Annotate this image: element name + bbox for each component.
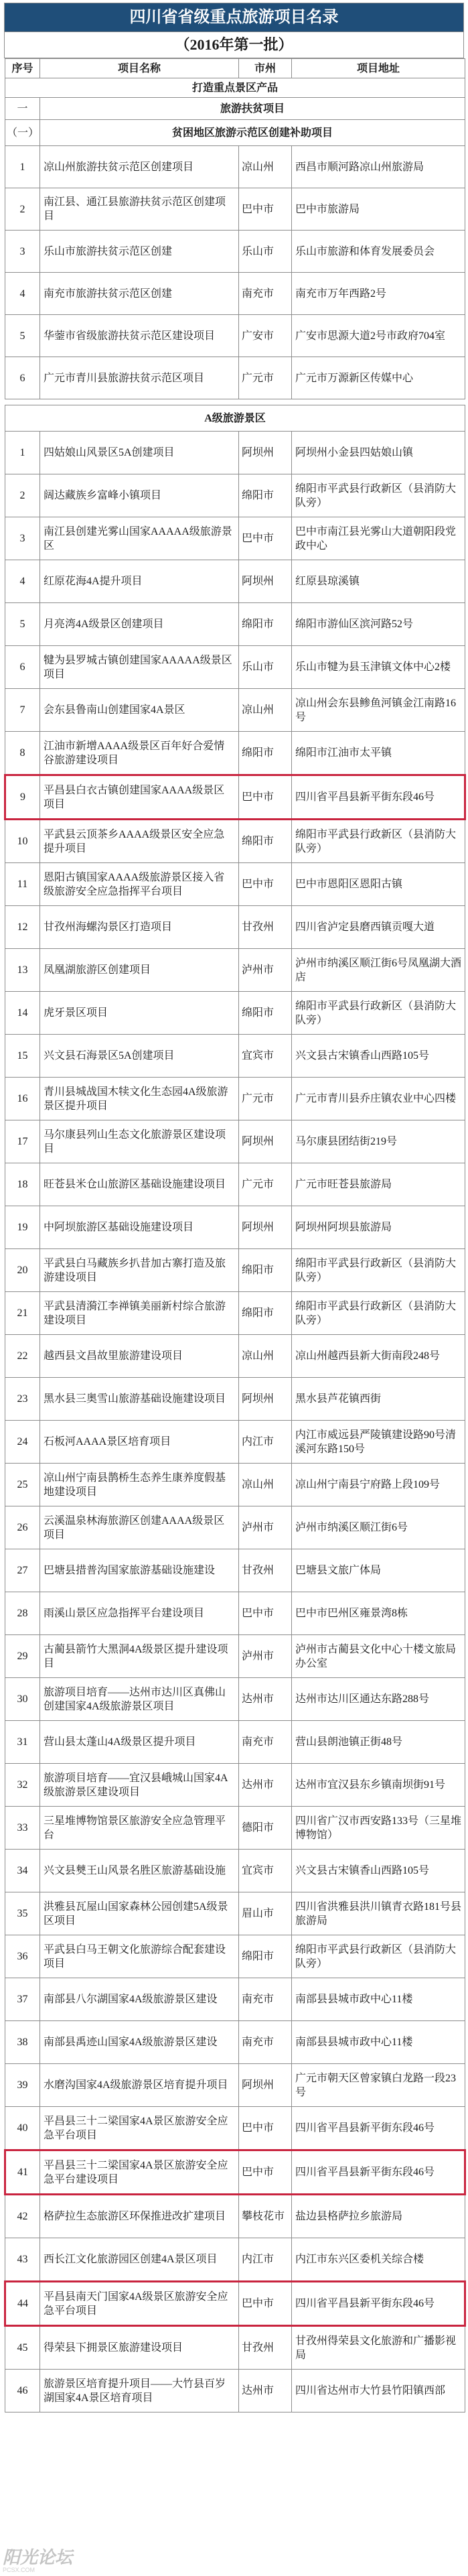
city-name: 达州市 [239,1678,292,1721]
row-number: 35 [5,1892,40,1935]
project-name: 格萨拉生态旅游区环保推进改扩建项目 [40,2195,239,2238]
table-row [5,1549,465,1592]
project-address: 达州市宜汉县东乡镇南坝街91号 [292,1764,465,1807]
table-row [5,906,465,949]
city-name: 巴中市 [239,2150,292,2195]
row-number: 17 [5,1120,40,1163]
row-number: 4 [5,273,40,315]
row-number: 10 [5,820,40,863]
project-name: 南部县八尔湖国家4A级旅游景区建设 [40,1978,239,2021]
project-name: 红原花海4A提升项目 [40,560,239,603]
row-number: 5 [5,315,40,357]
table-row [5,1592,465,1635]
city-name: 绵阳市 [239,820,292,863]
category-row [5,78,465,98]
project-address: 营山县朗池镇正街48号 [292,1721,465,1764]
project-name: 甘孜州海螺沟景区打造项目 [40,906,239,949]
watermark-logo [3,2548,72,2573]
city-name: 广安市 [239,315,292,357]
row-number: 14 [5,992,40,1035]
project-address: 绵阳市平武县行政新区（县消防大队旁） [292,474,465,517]
project-name: 云溪温泉林海旅游区创建AAAA级景区项目 [40,1506,239,1549]
row-number: 37 [5,1978,40,2021]
project-name: 乐山市旅游扶贫示范区创建 [40,231,239,273]
table-row [5,432,465,474]
table-row [5,1764,465,1807]
project-address: 内江市东兴区委机关综合楼 [292,2238,465,2282]
table-row [5,1035,465,1078]
project-address: 绵阳市游仙区滨河路52号 [292,603,465,646]
city-name: 阿坝州 [239,1206,292,1249]
project-address: 绵阳市平武县行政新区（县消防大队旁） [292,1292,465,1335]
project-name: 南江县、通江县旅游扶贫示范区创建项目 [40,188,239,231]
row-number: 4 [5,560,40,603]
city-name: 阿坝州 [239,560,292,603]
document-subtitle: （2016年第一批） [4,32,464,58]
project-name: 平昌县南天门国家4A级景区旅游安全应急平台项目 [40,2282,239,2326]
project-name: 南充市旅游扶贫示范区创建 [40,273,239,315]
document-title: 四川省省级重点旅游项目名录 [4,3,464,32]
row-number: 23 [5,1378,40,1421]
header-row [5,59,465,78]
project-address: 巴中市巴州区雍景湾8栋 [292,1592,465,1635]
project-address: 巴中市恩阳区恩阳古镇 [292,863,465,906]
section-row-poverty [5,98,465,120]
project-address: 南充市万年西路2号 [292,273,465,315]
city-name: 绵阳市 [239,1935,292,1978]
table-row [5,2107,465,2150]
project-name: 兴文县僰王山风景名胜区旅游基础设施 [40,1850,239,1892]
project-name: 南部县禹迹山国家4A级旅游景区建设 [40,2021,239,2064]
project-address: 红原县琼溪镇 [292,560,465,603]
row-number: 34 [5,1850,40,1892]
project-name: 平武县白马王朝文化旅游综合配套建设项目 [40,1935,239,1978]
section-number: 一 [5,98,40,120]
project-name: 营山县太蓬山4A级景区提升项目 [40,1721,239,1764]
row-number: 7 [5,689,40,732]
city-name: 阿坝州 [239,2064,292,2107]
subsection-row [5,120,465,146]
project-address: 盐边县格萨拉乡旅游局 [292,2195,465,2238]
project-name: 黑水县三奥雪山旅游基础设施建设项目 [40,1378,239,1421]
row-number: 18 [5,1163,40,1206]
city-name: 甘孜州 [239,1549,292,1592]
row-number: 26 [5,1506,40,1549]
city-name: 宜宾市 [239,1035,292,1078]
city-name: 内江市 [239,1421,292,1464]
row-number: 31 [5,1721,40,1764]
city-name: 乐山市 [239,231,292,273]
row-number: 25 [5,1464,40,1506]
table-row [5,188,465,231]
project-address: 内江市威远县严陵镇建设路90号清溪河东路150号 [292,1421,465,1464]
table-row [5,560,465,603]
project-address: 四川省泸定县磨西镇贡嘎大道 [292,906,465,949]
project-address: 泸州市古蔺县文化中心十楼文旅局办公室 [292,1635,465,1678]
watermark-brand: 阳光论坛 [3,2547,73,2567]
city-name: 凉山州 [239,1335,292,1378]
table-row [5,474,465,517]
project-address: 巴中市南江县光雾山大道朝阳段党政中心 [292,517,465,560]
table-row [5,1120,465,1163]
row-number: 3 [5,517,40,560]
row-number: 38 [5,2021,40,2064]
project-address: 凉山州宁南县宁府路上段109号 [292,1464,465,1506]
row-number: 27 [5,1549,40,1592]
row-number: 40 [5,2107,40,2150]
project-address: 凉山州会东县鲹鱼河镇金江南路16号 [292,689,465,732]
project-name: 马尔康县列山生态文化旅游景区建设项目 [40,1120,239,1163]
project-address: 甘孜州得荣县文化旅游和广播影视局 [292,2326,465,2370]
city-name: 乐山市 [239,646,292,689]
city-name: 凉山州 [239,146,292,188]
city-name: 泸州市 [239,1506,292,1549]
city-name: 巴中市 [239,2107,292,2150]
project-address: 广元市朝天区曾家镇白龙路一段23号 [292,2064,465,2107]
project-name: 四姑娘山风景区5A创建项目 [40,432,239,474]
col-header-no: 序号 [5,59,40,78]
project-name: 巴塘县措普沟国家旅游基础设施建设 [40,1549,239,1592]
table-row [5,146,465,188]
city-name: 阿坝州 [239,1120,292,1163]
city-name: 巴中市 [239,863,292,906]
row-number: 8 [5,732,40,775]
row-number: 36 [5,1935,40,1978]
project-name: 石板河AAAA景区培育项目 [40,1421,239,1464]
project-name: 平昌县三十二梁国家4A景区旅游安全应急平台项目 [40,2107,239,2150]
city-name: 眉山市 [239,1892,292,1935]
city-name: 南充市 [239,1978,292,2021]
city-name: 绵阳市 [239,732,292,775]
row-number: 30 [5,1678,40,1721]
table-row [5,2326,465,2370]
city-name: 巴中市 [239,517,292,560]
table-gap [5,399,465,405]
row-number: 28 [5,1592,40,1635]
project-address: 绵阳市平武县行政新区（县消防大队旁） [292,992,465,1035]
row-number: 13 [5,949,40,992]
table-row [5,1206,465,1249]
project-name: 广元市青川县旅游扶贫示范区项目 [40,357,239,399]
project-name: 恩阳古镇国家AAAA级旅游景区接入省级旅游安全应急指挥平台项目 [40,863,239,906]
col-header-address: 项目地址 [292,59,465,78]
project-address: 绵阳市平武县行政新区（县消防大队旁） [292,1935,465,1978]
city-name: 绵阳市 [239,603,292,646]
col-header-city: 市州 [239,59,292,78]
col-header-name: 项目名称 [40,59,239,78]
table-row [5,2021,465,2064]
row-number: 45 [5,2326,40,2370]
row-number: 16 [5,1078,40,1120]
project-name: 青川县城战国木犊文化生态园4A级旅游景区提升项目 [40,1078,239,1120]
table-row [5,1378,465,1421]
project-name: 旅游项目培育——达州市达川区真佛山创建国家4A级旅游景区项目 [40,1678,239,1721]
section-label: A级旅游景区 [5,405,465,432]
table-row [5,2282,465,2326]
project-name: 旺苍县米仓山旅游区基础设施建设项目 [40,1163,239,1206]
project-address: 凉山州越西县新大街南段248号 [292,1335,465,1378]
project-name: 越西县文昌故里旅游建设项目 [40,1335,239,1378]
subsection-number: （一） [5,120,40,146]
table-row [5,949,465,992]
project-name: 古蔺县箭竹大黑洞4A级景区提升建设项目 [40,1635,239,1678]
project-name: 华蓥市省级旅游扶贫示范区建设项目 [40,315,239,357]
table-row [5,1464,465,1506]
project-name: 平武县清漪江李禅镇美丽新村综合旅游建设项目 [40,1292,239,1335]
project-name: 得荣县下拥景区旅游建设项目 [40,2326,239,2370]
row-number: 1 [5,146,40,188]
watermark-domain: PCSX.COM [3,2567,35,2573]
city-name: 攀枝花市 [239,2195,292,2238]
table-row [5,820,465,863]
project-address: 绵阳市平武县行政新区（县消防大队旁） [292,820,465,863]
project-address: 阿坝州小金县四姑娘山镇 [292,432,465,474]
project-name: 南江县创建光雾山国家AAAAA级旅游景区 [40,517,239,560]
table-row [5,2064,465,2107]
city-name: 达州市 [239,2370,292,2412]
row-number: 32 [5,1764,40,1807]
project-address: 广元市旺苍县旅游局 [292,1163,465,1206]
table-row [5,315,465,357]
city-name: 甘孜州 [239,906,292,949]
table-row [5,1721,465,1764]
row-number: 9 [5,775,40,820]
row-number: 41 [5,2150,40,2195]
project-address: 广元市青川县乔庄镇农业中心四楼 [292,1078,465,1120]
project-name: 水磨沟国家4A级旅游景区培育提升项目 [40,2064,239,2107]
table-row [5,992,465,1035]
project-address: 四川省平昌县新平街东段46号 [292,2282,465,2326]
project-name: 月亮湾4A级景区创建项目 [40,603,239,646]
city-name: 阿坝州 [239,432,292,474]
project-name: 旅游项目培育——宜汉县峨城山国家4A级旅游景区建设项目 [40,1764,239,1807]
project-name: 旅游景区培育提升项目——大竹县百岁湖国家4A景区培育项目 [40,2370,239,2412]
table-row [5,2370,465,2412]
table-row [5,1292,465,1335]
project-name: 凉山州宁南县鹊桥生态养生康养度假基地建设项目 [40,1464,239,1506]
row-number: 6 [5,646,40,689]
project-table [4,58,466,2412]
project-address: 广元市万源新区传媒中心 [292,357,465,399]
row-number: 15 [5,1035,40,1078]
table-row [5,603,465,646]
city-name: 甘孜州 [239,2326,292,2370]
city-name: 凉山州 [239,689,292,732]
row-number: 12 [5,906,40,949]
city-name: 绵阳市 [239,474,292,517]
table-row [5,1163,465,1206]
project-address: 兴文县古宋镇香山西路105号 [292,1850,465,1892]
city-name: 巴中市 [239,775,292,820]
row-number: 6 [5,357,40,399]
project-name: 江油市新增AAAA级景区百年好合爱情谷旅游建设项目 [40,732,239,775]
row-number: 5 [5,603,40,646]
row-number: 20 [5,1249,40,1292]
document-sheet [4,3,464,2412]
project-address: 绵阳市江油市太平镇 [292,732,465,775]
project-address: 兴文县古宋镇香山西路105号 [292,1035,465,1078]
table-row [5,517,465,560]
city-name: 巴中市 [239,188,292,231]
city-name: 内江市 [239,2238,292,2282]
city-name: 广元市 [239,357,292,399]
table-row [5,1850,465,1892]
table-row [5,775,465,820]
city-name: 南充市 [239,1721,292,1764]
table-row [5,357,465,399]
row-number: 33 [5,1807,40,1850]
project-name: 西长江文化旅游园区创建4A景区项目 [40,2238,239,2282]
table-row [5,732,465,775]
table-row [5,863,465,906]
project-name: 凉山州旅游扶贫示范区创建项目 [40,146,239,188]
project-name: 凤凰湖旅游区创建项目 [40,949,239,992]
project-address: 乐山市犍为县玉津镇文体中心2楼 [292,646,465,689]
project-name: 平武县云顶茶乡AAAA级景区安全应急提升项目 [40,820,239,863]
row-number: 21 [5,1292,40,1335]
row-number: 46 [5,2370,40,2412]
city-name: 阿坝州 [239,1378,292,1421]
subsection-label: 贫困地区旅游示范区创建补助项目 [40,120,465,146]
row-number: 24 [5,1421,40,1464]
project-name: 阔达藏族乡富峰小镇项目 [40,474,239,517]
row-number: 11 [5,863,40,906]
table-row [5,231,465,273]
project-name: 会东县鲁南山创建国家4A景区 [40,689,239,732]
project-address: 四川省达州市大竹县竹阳镇西部 [292,2370,465,2412]
project-name: 兴文县石海景区5A创建项目 [40,1035,239,1078]
project-name: 虎牙景区项目 [40,992,239,1035]
city-name: 凉山州 [239,1464,292,1506]
city-name: 泸州市 [239,949,292,992]
table-row [5,1078,465,1120]
project-address: 西昌市顺河路凉山州旅游局 [292,146,465,188]
city-name: 绵阳市 [239,1249,292,1292]
project-address: 乐山市旅游和体育发展委员会 [292,231,465,273]
project-address: 南部县县城市政中心11楼 [292,2021,465,2064]
project-name: 中阿坝旅游区基础设施建设项目 [40,1206,239,1249]
project-name: 平昌县白衣古镇创建国家AAAA级景区项目 [40,775,239,820]
project-address: 阿坝州阿坝县旅游局 [292,1206,465,1249]
row-number: 1 [5,432,40,474]
project-address: 广安市思源大道2号市政府704室 [292,315,465,357]
row-number: 19 [5,1206,40,1249]
table-row [5,1978,465,2021]
project-name: 犍为县罗城古镇创建国家AAAAA级景区项目 [40,646,239,689]
project-address: 泸州市纳溪区顺江街6号 [292,1506,465,1549]
table-row [5,646,465,689]
city-name: 绵阳市 [239,992,292,1035]
category-label: 打造重点景区产品 [5,78,465,98]
row-number: 44 [5,2282,40,2326]
row-number: 42 [5,2195,40,2238]
table-row [5,1892,465,1935]
section-label: 旅游扶贫项目 [40,98,465,120]
row-number: 29 [5,1635,40,1678]
city-name: 德阳市 [239,1807,292,1850]
table-row [5,1506,465,1549]
city-name: 广元市 [239,1163,292,1206]
table-row [5,1807,465,1850]
table-row [5,273,465,315]
project-address: 四川省平昌县新平街东段46号 [292,2150,465,2195]
project-name: 三星堆博物馆景区旅游安全应急管理平台 [40,1807,239,1850]
table-row [5,2195,465,2238]
row-number: 2 [5,474,40,517]
project-address: 泸州市纳溪区顺江街6号凤凰湖大酒店 [292,949,465,992]
table-row [5,2150,465,2195]
table-row [5,1635,465,1678]
city-name: 南充市 [239,273,292,315]
project-name: 洪雅县瓦屋山国家森林公园创建5A级景区项目 [40,1892,239,1935]
table-row [5,1249,465,1292]
project-address: 巴中市旅游局 [292,188,465,231]
project-address: 达州市达川区通达东路288号 [292,1678,465,1721]
project-name: 雨溪山景区应急指挥平台建设项目 [40,1592,239,1635]
table-row [5,1421,465,1464]
project-address: 四川省洪雅县洪川镇青衣路181号县旅游局 [292,1892,465,1935]
section-row-a-level [5,405,465,432]
city-name: 达州市 [239,1764,292,1807]
city-name: 广元市 [239,1078,292,1120]
project-address: 四川省平昌县新平街东段46号 [292,2107,465,2150]
project-address: 黑水县芦花镇西街 [292,1378,465,1421]
row-number: 43 [5,2238,40,2282]
project-name: 平武县白马藏族乡扒昔加古寨打造及旅游建设项目 [40,1249,239,1292]
city-name: 宜宾市 [239,1850,292,1892]
project-address: 四川省广汉市西安路133号（三星堆博物馆） [292,1807,465,1850]
project-address: 巴塘县文旅广体局 [292,1549,465,1592]
city-name: 泸州市 [239,1635,292,1678]
table-row [5,1678,465,1721]
project-address: 南部县县城市政中心11楼 [292,1978,465,2021]
city-name: 巴中市 [239,2282,292,2326]
row-number: 39 [5,2064,40,2107]
table-row [5,1335,465,1378]
city-name: 南充市 [239,2021,292,2064]
row-number: 3 [5,231,40,273]
project-address: 四川省平昌县新平街东段46号 [292,775,465,820]
table-row [5,689,465,732]
city-name: 绵阳市 [239,1292,292,1335]
table-row [5,2238,465,2282]
project-table-body [5,59,465,2412]
project-address: 绵阳市平武县行政新区（县消防大队旁） [292,1249,465,1292]
project-address: 马尔康县团结街219号 [292,1120,465,1163]
row-number: 22 [5,1335,40,1378]
city-name: 巴中市 [239,1592,292,1635]
row-number: 2 [5,188,40,231]
project-name: 平昌县三十二梁国家4A景区旅游安全应急平台建设项目 [40,2150,239,2195]
table-row [5,1935,465,1978]
